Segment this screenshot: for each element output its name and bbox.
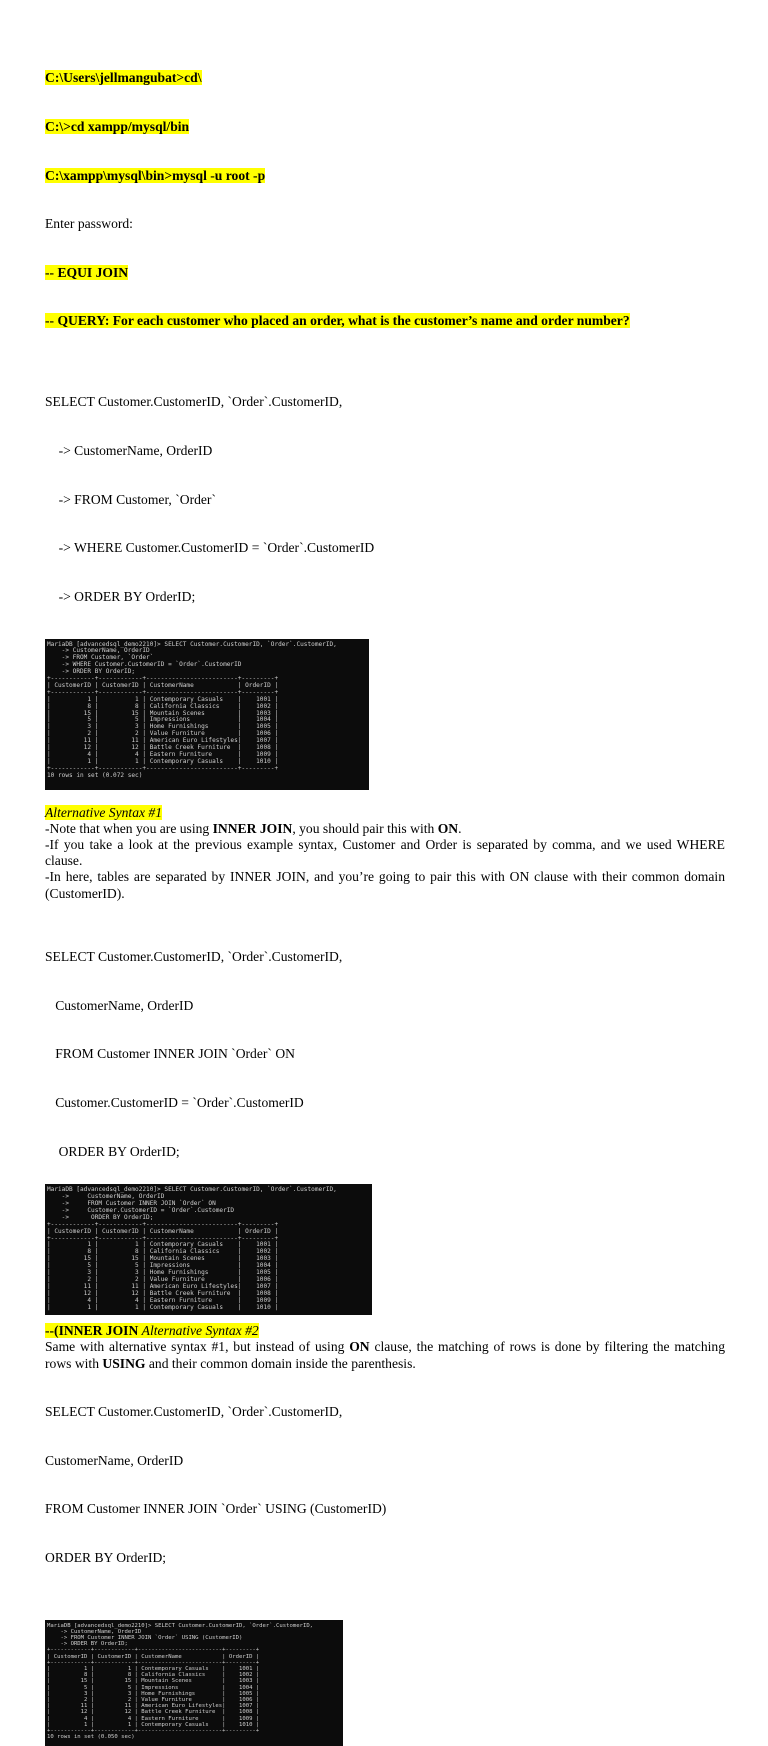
sql2-line: Customer.CustomerID = `Order`.CustomerID <box>45 1094 304 1110</box>
sql1-line: -> ORDER BY OrderID; <box>45 588 196 604</box>
alt1-heading: Alternative Syntax #1 <box>45 804 163 820</box>
query-heading: -- QUERY: For each customer who placed an order, what is the customer’s name and order number? <box>45 313 630 329</box>
sql1-line: -> CustomerName, OrderID <box>45 443 213 459</box>
sql2-line: ORDER BY OrderID; <box>45 1143 180 1159</box>
header-lines <box>45 38 725 362</box>
sql-block-2 <box>45 917 725 1192</box>
alt1-paragraph-2: -If you take a look at the previous example syntax, Customer and Order is separated by comma, and we used WHERE clause. <box>45 836 725 869</box>
cmd-line-3: C:\xampp\mysql\bin>mysql -u root -p <box>45 167 266 183</box>
sql3-line: SELECT Customer.CustomerID, `Order`.CustomerID, <box>45 1404 343 1420</box>
sql-block-1 <box>45 362 725 637</box>
alt1-note: -Note that when you are using INNER JOIN, you should pair this with ON. <box>45 820 462 836</box>
sql2-line: SELECT Customer.CustomerID, `Order`.CustomerID, <box>45 949 343 965</box>
sql3-line: CustomerName, OrderID <box>45 1452 184 1468</box>
enter-password-line: Enter password: <box>45 216 133 232</box>
alt2-paragraph: Same with alternative syntax #1, but instead of using ON clause, the matching of rows is done by filtering the matching rows with USING and their common domain inside the parenthesis. <box>45 1339 725 1371</box>
sql1-line: SELECT Customer.CustomerID, `Order`.CustomerID, <box>45 394 343 410</box>
cmd-line-1: C:\Users\jellmangubat>cd\ <box>45 70 202 86</box>
cmd-line-2: C:\>cd xampp/mysql/bin <box>45 119 190 135</box>
equi-join-heading: -- EQUI JOIN <box>45 264 129 280</box>
sql1-line: -> FROM Customer, `Order` <box>45 491 216 507</box>
sql-block-3 <box>45 1372 725 1599</box>
sql2-line: FROM Customer INNER JOIN `Order` ON <box>45 1046 295 1062</box>
sql2-line: CustomerName, OrderID <box>45 997 194 1013</box>
alt2-heading: --(INNER JOIN Alternative Syntax #2 <box>45 1323 259 1339</box>
document-page <box>45 38 725 1746</box>
sql1-line: -> WHERE Customer.CustomerID = `Order`.CustomerID <box>45 540 375 556</box>
sql3-line: FROM Customer INNER JOIN `Order` USING (CustomerID) <box>45 1501 387 1517</box>
alt1-paragraph-3: -In here, tables are separated by INNER JOIN, and you’re going to pair this with ON clause with their common domain (CustomerID). <box>45 869 725 901</box>
sql3-line: ORDER BY OrderID; <box>45 1550 167 1566</box>
console-screenshot-3: MariaDB [advancedsql_demo2210]> SELECT Customer.CustomerID, `Order`.CustomerID, -> CustomerName, OrderID -> FROM Customer INNER JOIN `Order` USING (CustomerID) -> ORDER BY OrderID; +------------+------------+-------------------------+---------+ | CustomerID | CustomerID | CustomerName | OrderID | +------------+------------+-------------------------+---------+ | 1 | 1 | Contemporary Casuals | 1001 | | 8 | 8 | California Classics | 1002 | | 15 | 15 | Mountain Scenes | 1003 | | 5 | 5 | Impressions | 1004 | | 3 | 3 | Home Furnishings | 1005 | | 2 | 2 | Value Furniture | 1006 | | 11 | 11 | American Euro Lifestyles| 1007 | | 12 | 12 | Battle Creek Furniture | 1008 | | 4 | 4 | Eastern Furniture | 1009 | | 1 | 1 | Contemporary Casuals | 1010 | +------------+------------+-------------------------+---------+ 10 rows in set (0.050 sec) <box>45 1620 343 1746</box>
console-screenshot-2-wrapper <box>45 1184 372 1315</box>
console-screenshot-1: MariaDB [advancedsql_demo2210]> SELECT Customer.CustomerID, `Order`.CustomerID, -> CustomerName, OrderID -> FROM Customer, `Order` -> WHERE Customer.CustomerID = `Order`.CustomerID -> ORDER BY OrderID; +------------+------------+-------------------------+---------+ | CustomerID | CustomerID | CustomerName | OrderID | +------------+------------+-------------------------+---------+ | 1 | 1 | Contemporary Casuals | 1001 | | 8 | 8 | California Classics | 1002 | | 15 | 15 | Mountain Scenes | 1003 | | 5 | 5 | Impressions | 1004 | | 3 | 3 | Home Furnishings | 1005 | | 2 | 2 | Value Furniture | 1006 | | 11 | 11 | American Euro Lifestyles| 1007 | | 12 | 12 | Battle Creek Furniture | 1008 | | 4 | 4 | Eastern Furniture | 1009 | | 1 | 1 | Contemporary Casuals | 1010 | +------------+------------+-------------------------+---------+ 10 rows in set (0.072 sec) <box>45 639 369 790</box>
console-screenshot-2: MariaDB [advancedsql_demo2210]> SELECT Customer.CustomerID, `Order`.CustomerID, -> CustomerName, OrderID -> FROM Customer INNER JOIN `Order` ON -> Customer.CustomerID = `Order`.CustomerID -> ORDER BY OrderID; +------------+------------+-------------------------+---------+ | CustomerID | CustomerID | CustomerName | OrderID | +------------+------------+-------------------------+---------+ | 1 | 1 | Contemporary Casuals | 1001 | | 8 | 8 | California Classics | 1002 | | 15 | 15 | Mountain Scenes | 1003 | | 5 | 5 | Impressions | 1004 | | 3 | 3 | Home Furnishings | 1005 | | 2 | 2 | Value Furniture | 1006 | | 11 | 11 | American Euro Lifestyles| 1007 | | 12 | 12 | Battle Creek Furniture | 1008 | | 4 | 4 | Eastern Furniture | 1009 | | 1 | 1 | Contemporary Casuals | 1010 | <box>45 1184 372 1315</box>
